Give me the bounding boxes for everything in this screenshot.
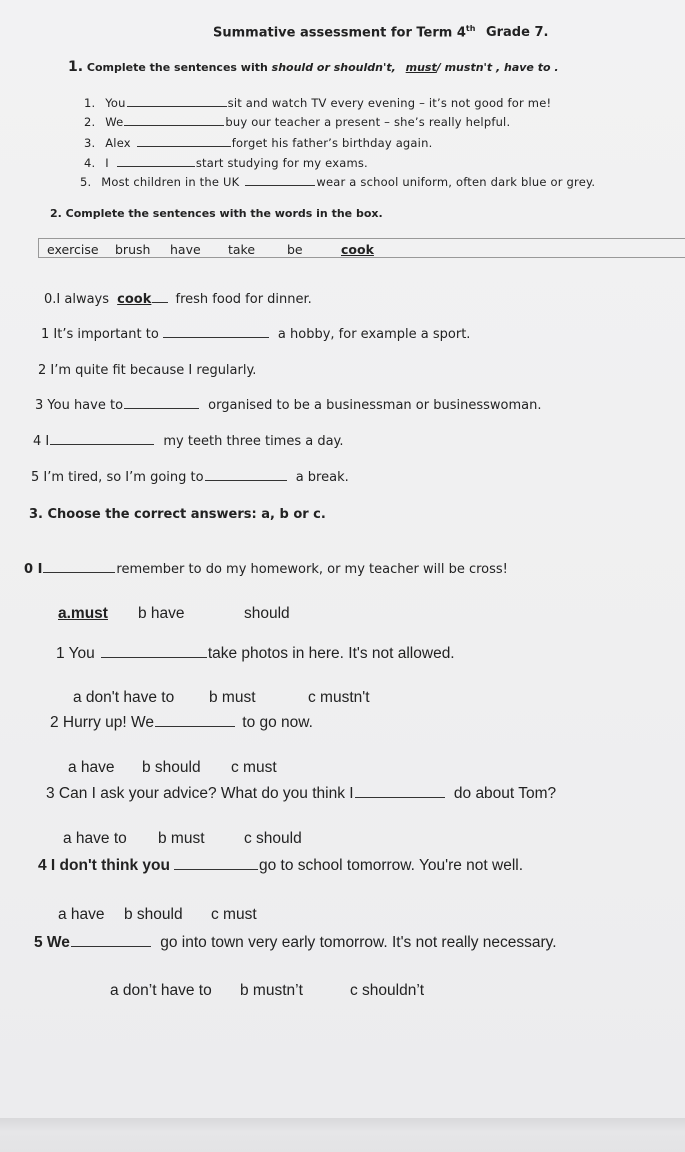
question-before: 4 I don't think you (38, 857, 170, 874)
section2-instruction: 2. Complete the sentences with the words in the box. (50, 207, 383, 220)
section2-item-3 (35, 399, 541, 412)
section1-item-5 (80, 177, 595, 189)
item-after: a hobby, for example a sport. (277, 327, 471, 342)
section1-word-should: should (271, 61, 314, 74)
word-box-item: brush (115, 242, 151, 257)
option-b[interactable]: b should (142, 759, 201, 776)
page-title (213, 25, 548, 39)
option-b[interactable]: b should (124, 906, 183, 923)
option-a[interactable]: a.must (58, 605, 108, 622)
option-c[interactable]: c should (244, 830, 302, 847)
word-box-item: exercise (47, 242, 99, 257)
section3-question-1 (56, 646, 455, 662)
question-before: 5 We (34, 934, 70, 951)
item-after: forget his father’s birthday again. (231, 136, 433, 150)
item-after: my teeth three times a day. (163, 434, 344, 449)
answer-blank[interactable] (117, 165, 195, 167)
section1-item-2 (84, 117, 510, 129)
option-a[interactable]: a don't have to (73, 689, 175, 706)
section1-instruction-text: Complete the sentences with (86, 61, 268, 74)
section3-instruction: 3. Choose the correct answers: a, b or c. (29, 507, 326, 522)
section2-item-4 (33, 435, 344, 448)
section3-question-2 (50, 715, 313, 731)
item-after: organised to be a businessman or businesswoman. (208, 398, 542, 413)
option-a[interactable]: a have to (63, 830, 127, 847)
section1-word-shouldnt: shouldn't, (333, 61, 396, 74)
section3-options-2 (68, 759, 277, 776)
question-before: 1 You (56, 645, 95, 662)
item-number: 3. (84, 136, 96, 150)
example-answer: cook (117, 292, 152, 307)
item-after: fresh food for dinner. (175, 292, 312, 307)
section1-word-or: or (316, 61, 330, 74)
item-before: We (105, 115, 124, 129)
item-before: I (105, 156, 109, 170)
word-box-item: be (287, 242, 303, 257)
section2-example (44, 293, 312, 306)
word-box (38, 238, 685, 258)
option-b[interactable]: b have (138, 605, 185, 622)
question-after: to go now. (242, 714, 313, 731)
item-number: 2. (84, 115, 96, 129)
section1-item-4 (84, 158, 368, 170)
answer-blank[interactable] (124, 407, 199, 409)
answer-blank[interactable] (43, 571, 115, 573)
item-before: Alex (105, 136, 131, 150)
item-after: buy our teacher a present – she’s really helpful. (225, 115, 511, 129)
word-box-item: cook (341, 242, 374, 257)
word-box-item: take (228, 242, 256, 257)
answer-blank[interactable] (355, 796, 445, 798)
section1-word-rest: / mustn't , have to . (436, 61, 559, 74)
item-before: 3 You have to (35, 398, 124, 413)
question-after: do about Tom? (453, 785, 557, 802)
option-b[interactable]: b must (158, 830, 205, 847)
item-before: 0.I always (44, 292, 110, 307)
section3-options-3 (63, 830, 302, 847)
item-number: 1. (84, 96, 96, 110)
question-before: 3 Can I ask your advice? What do you think I (46, 785, 354, 802)
answer-blank[interactable] (101, 656, 207, 658)
item-before: 1 It’s important to (41, 327, 159, 342)
word-box-item: have (170, 242, 201, 257)
section1-word-must: must (405, 61, 437, 74)
item-after: wear a school uniform, often dark blue or grey. (316, 175, 596, 189)
title-main: Summative assessment for Term 4 (213, 25, 466, 41)
item-number: 5. (80, 175, 92, 189)
option-c[interactable]: c must (231, 759, 277, 776)
item-after: a break. (295, 470, 349, 485)
option-c[interactable]: should (244, 605, 290, 622)
option-b[interactable]: b mustn’t (240, 982, 303, 999)
section1-number: 1. (68, 59, 84, 75)
answer-blank (152, 301, 168, 303)
question-after: take photos in here. It's not allowed. (207, 645, 455, 662)
answer-blank[interactable] (174, 868, 258, 870)
answer-blank[interactable] (137, 145, 231, 147)
question-after: go into town very early tomorrow. It's not really necessary. (160, 934, 557, 951)
option-b[interactable]: b must (209, 689, 256, 706)
section1-item-3 (84, 138, 432, 150)
section1-instruction (68, 60, 559, 74)
item-before: 5 I’m tired, so I’m going to (31, 470, 204, 485)
answer-blank[interactable] (245, 184, 315, 186)
page-edge-shadow (0, 1118, 685, 1152)
item-before: You (105, 96, 126, 110)
answer-blank[interactable] (124, 124, 224, 126)
title-grade: Grade 7. (485, 25, 549, 41)
option-a[interactable]: a don’t have to (110, 982, 212, 999)
answer-blank[interactable] (163, 336, 269, 338)
option-a[interactable]: a have (68, 759, 115, 776)
answer-blank[interactable] (205, 479, 287, 481)
question-before: 2 Hurry up! We (50, 714, 154, 731)
option-a[interactable]: a have (58, 906, 105, 923)
item-before: 4 I (33, 434, 50, 449)
section3-options-1 (73, 689, 370, 706)
question-after: remember to do my homework, or my teacher will be cross! (116, 562, 508, 577)
section3-options-4 (58, 906, 257, 923)
section3-question-4 (38, 858, 523, 874)
item-after: start studying for my exams. (195, 156, 368, 170)
section2-item-2 (38, 364, 256, 377)
question-after: go to school tomorrow. You're not well. (259, 857, 524, 874)
answer-blank[interactable] (50, 443, 154, 445)
section3-options-0 (58, 605, 290, 622)
answer-blank[interactable] (127, 105, 227, 107)
item-before: Most children in the UK (101, 175, 240, 189)
section3-question-0 (24, 563, 508, 576)
item-before: 2 I’m quite fit because I regularly. (38, 363, 257, 378)
answer-blank[interactable] (71, 945, 151, 947)
answer-blank[interactable] (155, 725, 235, 727)
item-after: sit and watch TV every evening – it’s not good for me! (227, 96, 552, 110)
section3-question-3 (46, 786, 556, 802)
section2-item-1 (41, 328, 470, 341)
section3-options-5 (110, 982, 425, 999)
item-number: 4. (84, 156, 96, 170)
option-c[interactable]: c mustn't (308, 689, 370, 706)
option-c[interactable]: c must (211, 906, 257, 923)
question-before: 0 I (24, 562, 43, 577)
title-superscript: th (465, 24, 476, 33)
section2-item-5 (31, 471, 349, 484)
section1-item-1 (84, 98, 551, 110)
section3-question-5 (34, 935, 557, 951)
option-c[interactable]: c shouldn’t (350, 982, 425, 999)
